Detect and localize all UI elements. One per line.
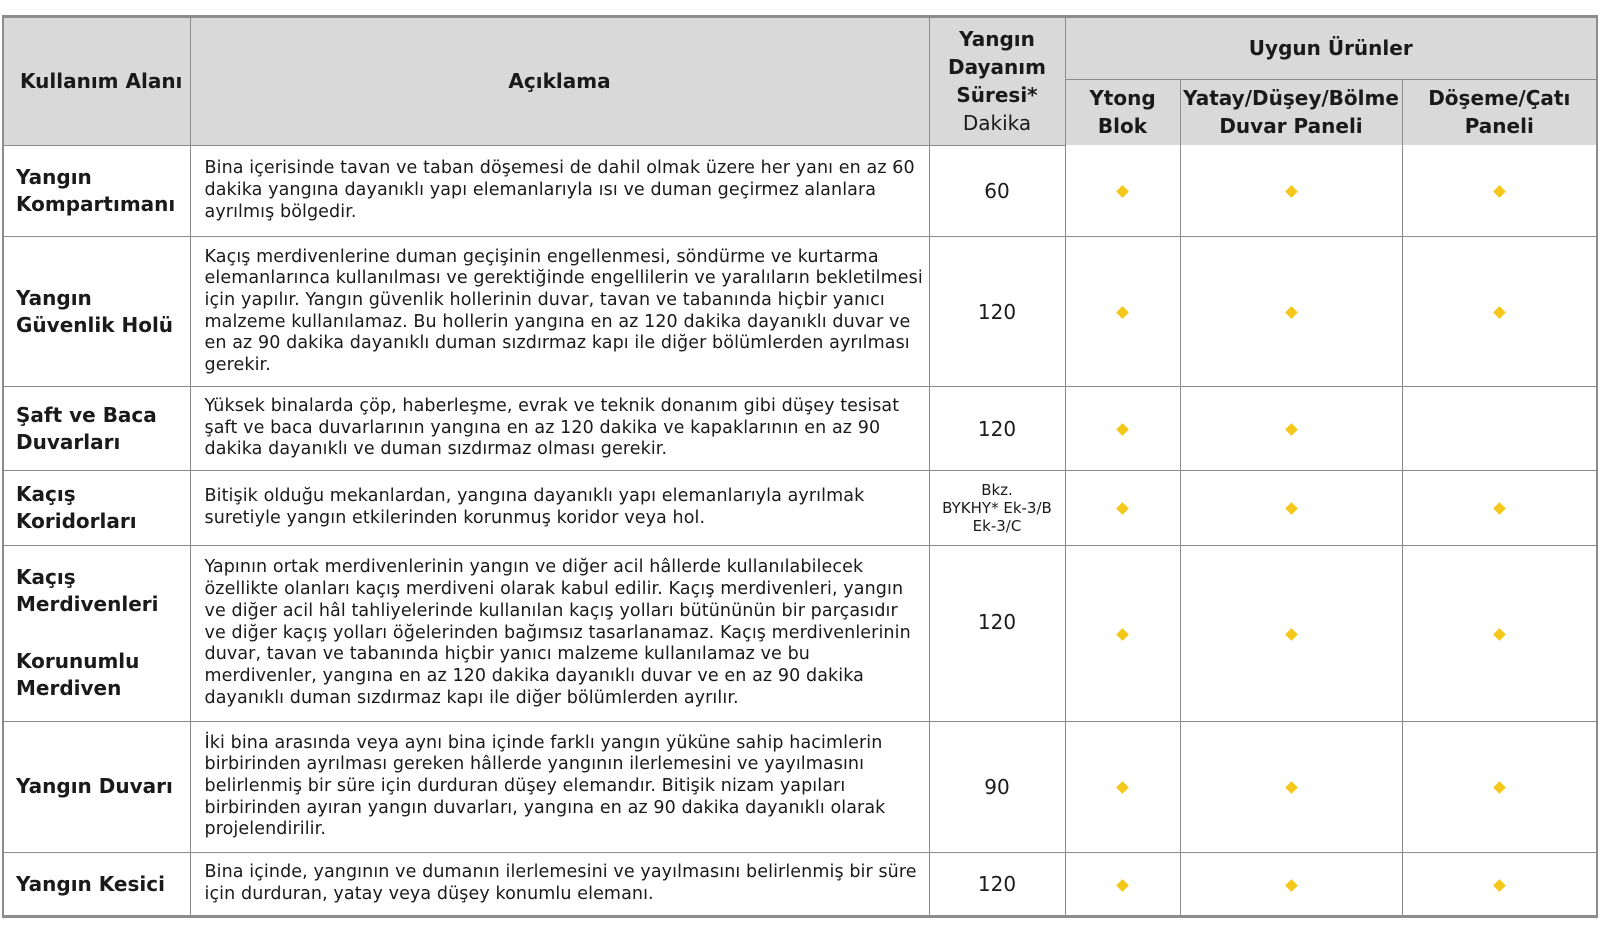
product-cell [1180,853,1402,915]
header-area: Kullanım Alanı [4,18,190,145]
duration-line: Ek-3/C [972,516,1022,535]
header-duration-line2: Dayanım [948,55,1046,80]
area-label: Korunumlu [16,649,140,674]
duration-cell: 120 [929,387,1065,470]
description-cell: Yapının ortak merdivenlerinin yangın ve diğer acil hâllerde kullanılabilecek özellikte olanları kaçış merdiveni olarak kabul edilir. Kaçış merdivenleri, yangın ve diğer acil hâl tahliyelerinde kullanılan kaçış yolları bütününün bir parçasıdır ve diğer kaçış yolları öğelerinden bağımsız tasarlanamaz. Kaçış merdivenlerinin duvar, tavan ve tabanında hiçbir yanıcı malzeme kullanılamaz ve bu merdivenler, yangına en az 120 dakika dayanıklı duvar ve en az 90 dakika dayanıklı duman sızdırmaz kapı ile diğer bölümlerden ayrılır. [190,546,929,722]
header-duration-unit: Dakika [962,111,1032,136]
fire-resistance-table [4,18,1596,915]
suitable-marker-icon [1493,879,1506,892]
header-products-group: Uygun Ürünler [1065,18,1596,79]
area-cell [4,470,190,545]
product-cell [1180,721,1402,853]
description-cell: Yüksek binalarda çöp, haberleşme, evrak ve teknik donanım gibi düşey tesisat şaft ve baca duvarlarının yangına en az 120 dakika ve kapaklarının en az 90 dakika dayanıklı ve duman sızdırmaz olması gerekir. [190,387,929,470]
duration-line: Bkz. [981,480,1013,499]
suitable-marker-icon [1285,628,1298,641]
product-cell [1065,470,1180,545]
product-cell [1065,145,1180,236]
header-product-ytong [1065,79,1180,145]
suitable-marker-icon [1493,628,1506,641]
suitable-marker-icon [1493,503,1506,516]
header-description: Açıklama [190,18,929,145]
product-cell [1402,853,1596,915]
header-duration-line3: Süresi* [956,83,1038,108]
duration-cell: 60 [929,145,1065,236]
product-cell [1402,546,1596,722]
description-cell: Bina içerisinde tavan ve taban döşemesi de dahil olmak üzere her yanı en az 60 dakika yangına dayanıklı yapı elemanlarıyla ısı ve duman geçirmez alanlara ayrılmış bölgedir. [190,145,929,236]
duration-cell: 120 [929,546,1065,722]
header-product-ytong-line1: Ytong [1089,86,1156,111]
header-duration-line1: Yangın [959,27,1035,52]
duration-cell: 120 [929,236,1065,387]
area-label: Yangın Kesici [16,871,165,896]
product-cell [1402,145,1596,236]
product-cell [1180,145,1402,236]
suitable-marker-icon [1493,185,1506,198]
header-duration [929,18,1065,145]
suitable-marker-icon [1116,879,1129,892]
area-label: Şaft ve Baca [16,402,157,427]
area-label: Duvarları [16,429,121,454]
product-cell [1402,721,1596,853]
suitable-marker-icon [1116,185,1129,198]
duration-cell [929,470,1065,545]
fire-resistance-table-frame [2,15,1598,918]
table-row [4,236,1596,387]
suitable-marker-icon [1285,423,1298,436]
product-cell [1065,546,1180,722]
area-label: Kaçış [16,481,76,506]
suitable-marker-icon [1285,879,1298,892]
suitable-marker-icon [1116,503,1129,516]
area-cell [4,546,190,722]
area-cell [4,387,190,470]
product-cell [1180,387,1402,470]
suitable-marker-icon [1285,503,1298,516]
suitable-marker-icon [1285,185,1298,198]
area-label: Kompartımanı [16,191,176,216]
area-label: Yangın Duvarı [16,774,173,799]
suitable-marker-icon [1285,306,1298,319]
product-cell [1065,236,1180,387]
description-cell: Bitişik olduğu mekanlardan, yangına dayanıklı yapı elemanlarıyla ayrılmak suretiyle yangın etkilerinden korunmuş koridor veya hol. [190,470,929,545]
area-label: Koridorları [16,508,137,533]
header-product-floor-panel-line2: Paneli [1464,114,1534,139]
duration-cell: 120 [929,853,1065,915]
area-label: Yangın [16,164,92,189]
header-product-wall-panel-line1: Yatay/Düşey/Bölme [1183,86,1399,111]
product-cell [1402,387,1596,470]
table-row [4,721,1596,853]
header-product-wall-panel-line2: Duvar Paneli [1219,114,1363,139]
product-cell [1402,236,1596,387]
area-label: Merdiven [16,676,122,701]
header-product-wall-panel [1180,79,1402,145]
header-product-floor-panel [1402,79,1596,145]
product-cell [1402,470,1596,545]
table-row [4,546,1596,722]
suitable-marker-icon [1116,628,1129,641]
duration-cell: 90 [929,721,1065,853]
area-cell [4,236,190,387]
suitable-marker-icon [1285,782,1298,795]
area-spacer [16,618,190,648]
area-cell [4,145,190,236]
description-cell: Bina içinde, yangının ve dumanın ilerlemesini ve yayılmasını belirlenmiş bir süre için durduran, yatay veya düşey konumlu elemanı. [190,853,929,915]
description-cell: Kaçış merdivenlerine duman geçişinin engellenmesi, söndürme ve kurtarma elemanlarınca kullanılması ve gerektiğinde engellilerin ve yaralıların bekletilmesi için yapılır. Yangın güvenlik hollerinin duvar, tavan ve tabanında hiçbir yanıcı malzeme kullanılamaz. Bu hollerin yangına en az 120 dakika dayanıklı duvar ve en az 90 dakika dayanıklı duman sızdırmaz kapı ile diğer bölümlerden ayrılması gerekir. [190,236,929,387]
suitable-marker-icon [1116,782,1129,795]
suitable-marker-icon [1493,306,1506,319]
suitable-marker-icon [1493,782,1506,795]
area-label: Merdivenleri [16,592,159,617]
area-label: Güvenlik Holü [16,312,174,337]
suitable-marker-icon [1116,306,1129,319]
product-cell [1065,853,1180,915]
product-cell [1180,236,1402,387]
table-row [4,387,1596,470]
area-label: Kaçış [16,565,76,590]
table-row [4,145,1596,236]
table-row [4,853,1596,915]
header-product-ytong-line2: Blok [1097,114,1148,139]
area-label: Yangın [16,285,92,310]
area-cell [4,853,190,915]
product-cell [1065,721,1180,853]
suitable-marker-icon [1116,423,1129,436]
product-cell [1065,387,1180,470]
header-product-floor-panel-line1: Döşeme/Çatı [1428,86,1571,111]
duration-line: BYKHY* Ek-3/B [942,498,1052,517]
product-cell [1180,470,1402,545]
area-cell [4,721,190,853]
table-row [4,470,1596,545]
product-cell [1180,546,1402,722]
description-cell: İki bina arasında veya aynı bina içinde farklı yangın yüküne sahip hacimlerin birbirinden ayrılması gereken hâllerde yangının ilerlemesini ve yayılmasını belirlenmiş bir süre için durduran düşey elemandır. Bitişik nizam yapıları birbirinden ayıran yangın duvarları, yangına en az 90 dakika dayanıklı olarak projelendirilir. [190,721,929,853]
